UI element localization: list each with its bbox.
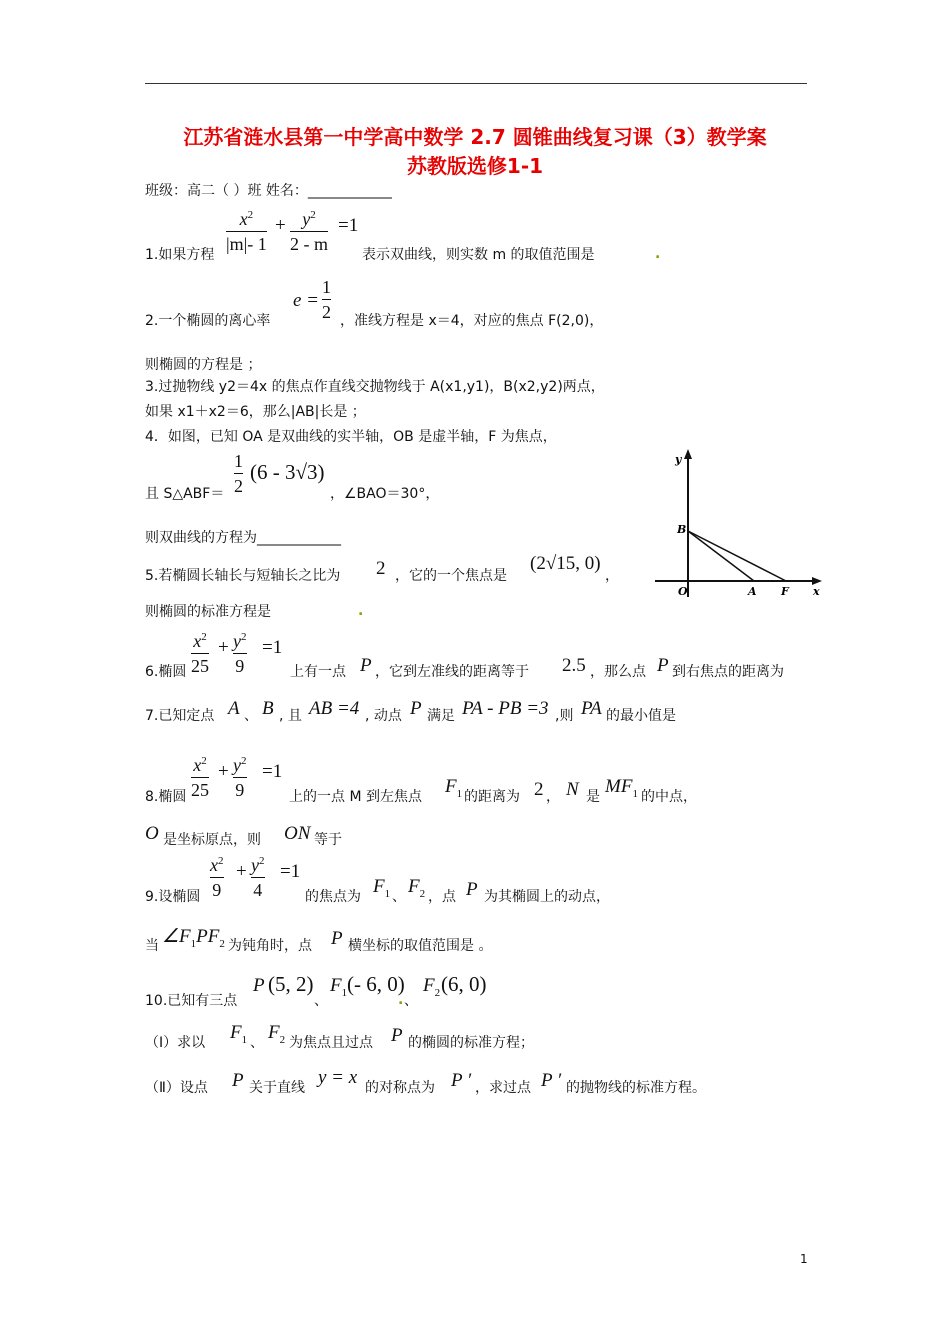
q1-equals: =1: [338, 215, 359, 236]
q8-MF1: $MF_1$: [605, 776, 638, 800]
label-O: O: [678, 585, 688, 598]
q8-fraction-1: $x^2$ 25: [191, 755, 209, 800]
q10-part2-e: 的抛物线的标准方程。: [566, 1080, 706, 1096]
q6-value: 2.5: [562, 655, 586, 676]
segment-BF: [688, 531, 786, 581]
q9-equals: =1: [280, 861, 301, 882]
q4-line3: 则双曲线的方程为____________: [145, 530, 341, 546]
q2-prefix: 2.一个椭圆的离心率: [145, 313, 271, 329]
q10-part2-c: 的对称点为: [365, 1080, 435, 1096]
q4-prefix: 且 S△ABF＝: [145, 486, 225, 502]
q8-plus: +: [218, 761, 229, 782]
q8-t4: 是: [586, 789, 600, 805]
q3-line2: 如果 x1＋x2＝6，那么|AB|长是 ；: [145, 404, 366, 420]
q5-line2: 则椭圆的标准方程是: [145, 604, 271, 620]
q10-part1-c: 的椭圆的标准方程；: [408, 1035, 534, 1051]
q4-expression: (6 - 3√3): [250, 460, 325, 484]
q6-text3: ，那么点: [590, 664, 646, 680]
q8-equals: =1: [262, 761, 283, 782]
q6-prefix: 6.椭圆: [145, 664, 187, 680]
label-x: x: [813, 585, 820, 598]
x-arrow: [812, 577, 822, 585]
q9-l2b: 为钝角时，点: [228, 938, 312, 954]
segment-BA: [688, 531, 754, 581]
q10-part2-a: （Ⅱ）设点: [145, 1080, 208, 1096]
q4-suffix: ，∠BAO＝30°，: [330, 486, 440, 502]
q9-t2: ，点: [428, 889, 456, 905]
q8-O: O: [145, 823, 159, 844]
q4-line1: 4．如图，已知 OA 是双曲线的实半轴，OB 是虚半轴，F 为焦点，: [145, 429, 557, 445]
label-B: B: [677, 523, 687, 536]
q5-prefix: 5.若椭圆长轴长与短轴长之比为: [145, 568, 341, 584]
q8-ON: ON: [284, 823, 311, 844]
q9-t3: 为其椭圆上的动点，: [484, 889, 610, 905]
q8-t7: 等于: [314, 832, 342, 848]
q7-t4: ,则: [555, 708, 574, 724]
q10-sep2: 、: [404, 993, 418, 1009]
label-y: y: [675, 453, 682, 466]
q10-part2-d: ，求过点: [475, 1080, 531, 1096]
q10-F2: $F_2$: [423, 975, 441, 999]
q3-line1: 3.过抛物线 y2＝4x 的焦点作直线交抛物线于 A(x1,y1)，B(x2,y2)两点，: [145, 379, 605, 395]
q6-plus: +: [218, 637, 229, 658]
q6-text4: 到右焦点的距离为: [672, 664, 784, 680]
q7-P: P: [410, 698, 422, 719]
q8-fraction-2: $y^2$ 9: [233, 755, 247, 800]
q10-P-coords: (5, 2): [268, 972, 314, 996]
q9-angle: $\angle F_1PF_2$: [162, 926, 225, 950]
q8-two: 2: [534, 779, 544, 800]
q9-plus: +: [236, 861, 247, 882]
q9-fraction-1: $x^2$ 9: [210, 855, 224, 900]
q10-part2-P: P: [232, 1070, 244, 1091]
q1-suffix: 表示双曲线，则实数 m 的取值范围是: [362, 247, 595, 263]
q6-text2: ，它到左准线的距离等于: [375, 664, 529, 680]
label-A: A: [748, 585, 757, 598]
q1-plus: +: [275, 215, 286, 236]
doc-title-line1: 江苏省涟水县第一中学高中数学 2.7 圆锥曲线复习课（3）教学案: [183, 125, 767, 149]
q10-prefix: 10.已知有三点: [145, 993, 238, 1009]
q8-t5: 的中点，: [641, 789, 697, 805]
header-rule: [145, 83, 807, 84]
q2-line2: 则椭圆的方程是 ；: [145, 357, 262, 373]
page-number: 1: [800, 1252, 808, 1266]
q5-mid: ，它的一个焦点是: [395, 568, 507, 584]
q7-PA: PA: [581, 698, 602, 719]
q7-A: A: [228, 698, 240, 719]
q10-part1-F2: $F_2$: [268, 1022, 286, 1046]
q7-t1: , 且: [279, 708, 302, 724]
q6-equals: =1: [262, 637, 283, 658]
q10-part1-sep: 、: [250, 1035, 264, 1051]
q8-t2: 的距离为: [464, 789, 520, 805]
q8-t6: 是坐标原点，则: [163, 832, 261, 848]
q10-P: P: [253, 975, 265, 996]
q10-P-prime: P ′: [451, 1070, 472, 1091]
q7-prefix: 7.已知定点: [145, 708, 215, 724]
q9-sep: 、: [392, 889, 406, 905]
q1-prefix: 1.如果方程: [145, 247, 215, 263]
q10-part1-b: 为焦点且过点: [289, 1035, 373, 1051]
q10-mark: .: [398, 992, 404, 1008]
q7-t5: 的最小值是: [606, 708, 676, 724]
q10-sep1: 、: [314, 993, 328, 1009]
q7-ab: AB =4: [309, 698, 360, 719]
q5-mark: .: [358, 603, 364, 619]
doc-title-line2: 苏教版选修1-1: [406, 154, 544, 178]
q10-line: y = x: [318, 1067, 358, 1088]
q10-F2-coords: (6, 0): [441, 972, 487, 996]
q9-l2c: 横坐标的取值范围是 。: [348, 938, 493, 954]
q9-t1: 的焦点为: [305, 889, 361, 905]
q10-part1-P: P: [391, 1025, 403, 1046]
hyperbola-figure: [650, 447, 830, 607]
q9-l2a: 当: [145, 938, 159, 954]
q10-P-prime-2: P ′: [541, 1070, 562, 1091]
q8-F1: $F_1$: [445, 776, 463, 800]
q8-t1: 上的一点 M 到左焦点: [289, 789, 422, 805]
q5-point: (2√15, 0): [530, 553, 601, 574]
class-name-line: 班级：高二（ ）班 姓名：____________: [145, 183, 392, 199]
q6-P: P: [360, 655, 372, 676]
q6-fraction-1: $x^2$ 25: [191, 631, 209, 676]
q8-N: N: [566, 779, 579, 800]
q6-P2: P: [657, 655, 669, 676]
q7-t3: 满足: [427, 708, 455, 724]
q7-sep: 、: [244, 708, 258, 724]
q10-part1-F1: $F_1$: [230, 1022, 248, 1046]
q9-P2: P: [331, 928, 343, 949]
q10-F1: $F_1$: [330, 975, 348, 999]
q1-fraction-1: $x^2$ |m|- 1: [226, 209, 267, 254]
y-arrow: [684, 449, 692, 459]
q10-F1-coords: (- 6, 0): [347, 972, 405, 996]
q1-fraction-2: $y^2$ 2 - m: [290, 209, 328, 254]
q8-prefix: 8.椭圆: [145, 789, 187, 805]
q7-condition: PA - PB =3: [462, 698, 549, 719]
q8-t3: ，: [546, 789, 560, 805]
q9-prefix: 9.设椭圆: [145, 889, 201, 905]
q1-mark: .: [655, 246, 661, 262]
label-F: F: [781, 585, 789, 598]
q9-F1: $F_1$: [373, 876, 391, 900]
q7-B: B: [262, 698, 274, 719]
q7-t2: , 动点: [365, 708, 402, 724]
q9-P: P: [466, 879, 478, 900]
q2-fraction: 1 2: [322, 277, 331, 322]
q9-fraction-2: $y^2$ 4: [251, 855, 265, 900]
q9-F2: $F_2$: [408, 876, 426, 900]
q2-suffix: ，准线方程是 x＝4，对应的焦点 F(2,0)，: [340, 313, 604, 329]
q10-part2-b: 关于直线: [249, 1080, 305, 1096]
q5-end: ，: [605, 568, 619, 584]
q6-fraction-2: $y^2$ 9: [233, 631, 247, 676]
q4-fraction: 1 2: [234, 451, 243, 496]
q10-part1-a: （Ⅰ）求以: [145, 1035, 206, 1051]
q6-text1: 上有一点: [290, 664, 346, 680]
q2-e: e =: [293, 290, 320, 311]
q5-ratio: 2: [376, 558, 386, 579]
